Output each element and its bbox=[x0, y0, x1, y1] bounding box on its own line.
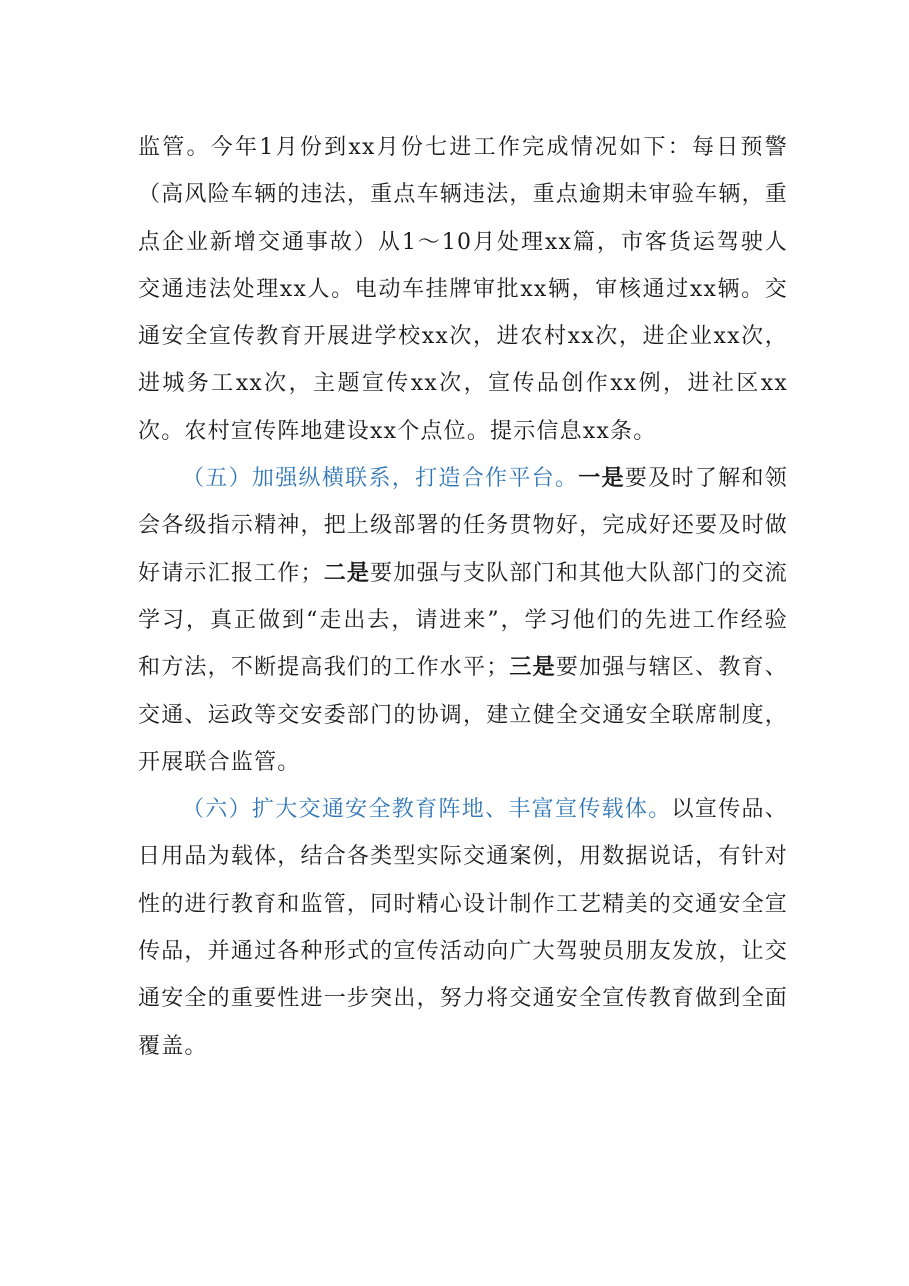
section-five-heading: （五）加强纵横联系，打造合作平台。 bbox=[182, 466, 579, 492]
paragraph-supervision-summary bbox=[138, 124, 788, 455]
point-two-label: 二是 bbox=[323, 560, 371, 586]
paragraph-section-six bbox=[138, 786, 788, 1070]
point-three-label: 三是 bbox=[509, 655, 556, 681]
point-three-text: 要加强与辖区、教育、交通、运政等交安委部门的协调，建立健全交通安全联席制度，开展联合监管。 bbox=[138, 655, 789, 775]
point-one-text: 要及时了解和领会各级指示精神，把上级部署的任务贯物好，完成好还要及时做好请示汇报工作； bbox=[138, 466, 788, 586]
document-body bbox=[138, 124, 788, 1070]
point-two-text: 要加强与支队部门和其他大队部门的交流学习，真正做到“走出去，请进来”，学习他们的先进工作经验和方法，不断提高我们的工作水平； bbox=[138, 560, 788, 681]
section-six-heading: （六）扩大交通安全教育阵地、丰富宣传载体。 bbox=[182, 797, 672, 823]
paragraph-section-five bbox=[138, 455, 788, 786]
section-six-text: 以宣传品、日用品为载体，结合各类型实际交通案例，用数据说话，有针对性的进行教育和监管，同时精心设计制作工艺精美的交通安全宣传品，并通过各种形式的宣传活动向广大驾驶员朋友发放，让交通安全的重要性进一步突出，努力将交通安全宣传教育做到全面覆盖。 bbox=[138, 797, 788, 1059]
paragraph-text: 监管。今年1月份到xx月份七进工作完成情况如下：每日预警（高风险车辆的违法，重点车辆违法，重点逾期未审验车辆，重点企业新增交通事故）从1～10月处理xx篇，市客货运驾驶人交通违法处理xx人。电动车挂牌审批xx辆，审核通过xx辆。交通安全宣传教育开展进学校xx次，进农村xx次，进企业xx次，进城务工xx次，主题宣传xx次，宣传品创作xx例，进社区xx次。农村宣传阵地建设xx个点位。提示信息xx条。 bbox=[138, 135, 788, 444]
point-one-label: 一是 bbox=[578, 466, 625, 492]
